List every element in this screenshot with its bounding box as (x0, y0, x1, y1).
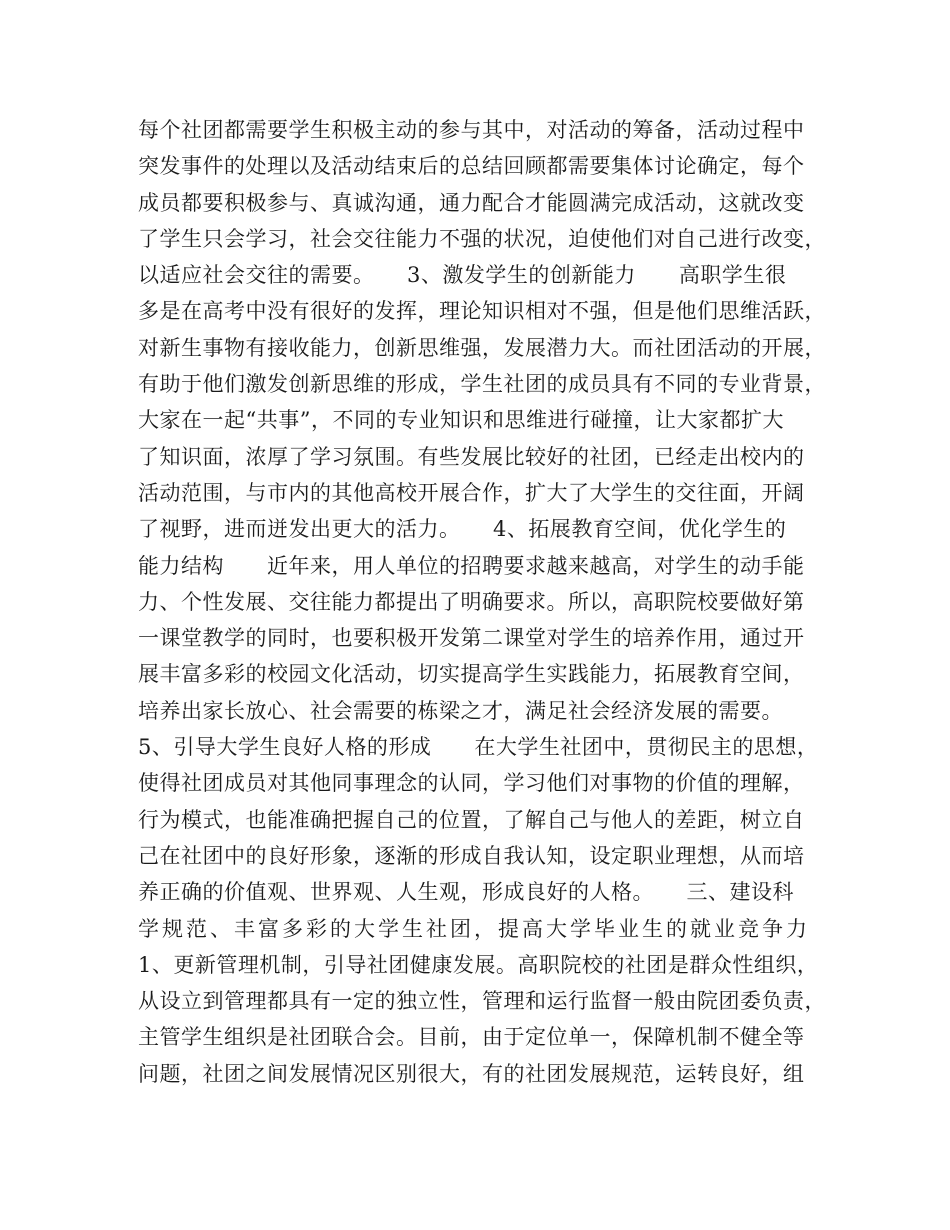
text-line: 使得社团成员对其他同事理念的认同，学习他们对事物的价值的理解， (138, 771, 805, 796)
text-line: 问题，社团之间发展情况区别很大，有的社团发展规范，运转良好，组 (138, 1061, 805, 1086)
text-line: 突发事件的处理以及活动结束后的总结回顾都需要集体讨论确定，每个 (138, 154, 805, 179)
text-line: 了视野，进而迸发出更大的活力。 4、拓展教育空间，优化学生的 (138, 517, 787, 542)
text-line: 1、更新管理机制，引导社团健康发展。高职院校的社团是群众性组织， (138, 952, 819, 977)
text-line: 行为模式，也能准确把握自己的位置，了解自己与他人的差距，树立自 (138, 807, 805, 832)
text-line: 一课堂教学的同时，也要积极开发第二课堂对学生的培养作用，通过开 (138, 626, 805, 651)
text-line: 活动范围，与市内的其他高校开展合作，扩大了大学生的交往面，开阔 (138, 480, 805, 505)
text-line: 力、个性发展、交往能力都提出了明确要求。所以，高职院校要做好第 (138, 589, 805, 614)
text-line: 从设立到管理都具有一定的独立性，管理和运行监督一般由院团委负责， (138, 989, 826, 1014)
text-line: 成员都要积极参与、真诚沟通，通力配合才能圆满完成活动，这就改变 (138, 190, 805, 215)
text-line: 了知识面，浓厚了学习氛围。有些发展比较好的社团，已经走出校内的 (138, 444, 805, 469)
text-line: 展丰富多彩的校园文化活动，切实提高学生实践能力，拓展教育空间， (138, 662, 805, 687)
text-line: 多是在高考中没有很好的发挥，理论知识相对不强，但是他们思维活跃， (138, 299, 826, 324)
text-line: 能力结构 近年来，用人单位的招聘要求越来越高，对学生的动手能 (138, 553, 805, 578)
text-line: 对新生事物有接收能力，创新思维强，发展潜力大。而社团活动的开展， (138, 335, 826, 360)
body-text (138, 112, 828, 1092)
text-line: 有助于他们激发创新思维的形成，学生社团的成员具有不同的专业背景， (138, 372, 826, 397)
section-heading-line: 学规范、丰富多彩的大学生社团，提高大学毕业生的就业竞争力 (138, 916, 810, 941)
text-line: 5、引导大学生良好人格的形成 在大学生社团中，贯彻民主的思想， (138, 735, 819, 760)
text-line: 养正确的价值观、世界观、人生观，形成良好的人格。 三、建设科 (138, 880, 794, 905)
text-line: 己在社团中的良好形象，逐渐的形成自我认知，设定职业理想，从而培 (138, 843, 805, 868)
text-line: 每个社团都需要学生积极主动的参与其中，对活动的筹备，活动过程中 (138, 118, 805, 142)
text-line: 了学生只会学习，社会交往能力不强的状况，迫使他们对自己进行改变， (138, 226, 826, 251)
text-line: 大家在一起“共事”，不同的专业知识和思维进行碰撞，让大家都扩大 (138, 408, 784, 433)
text-line: 以适应社会交往的需要。 3、激发学生的创新能力 高职学生很 (138, 263, 787, 288)
text-line: 培养出家长放心、社会需要的栋梁之才，满足社会经济发展的需要。 (138, 698, 783, 723)
text-line: 主管学生组织是社团联合会。目前，由于定位单一，保障机制不健全等 (138, 1025, 805, 1050)
